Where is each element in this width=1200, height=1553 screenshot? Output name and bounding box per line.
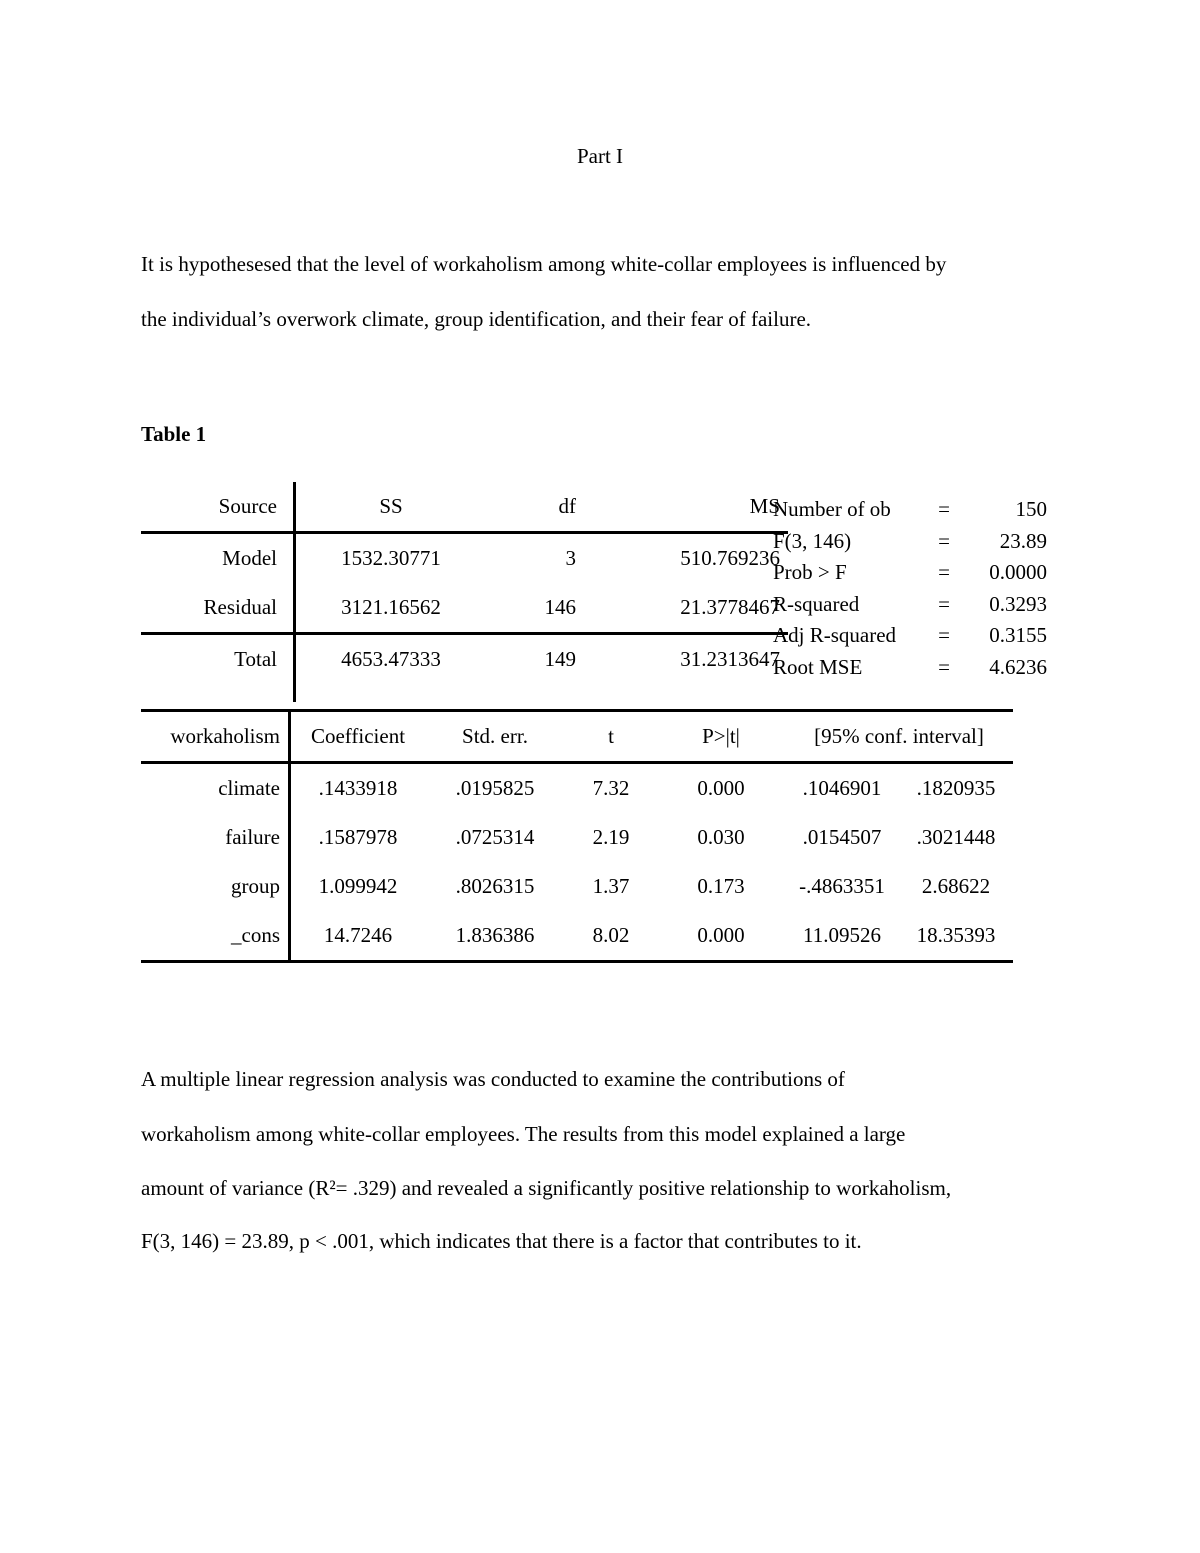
coef-cell: 14.7246 xyxy=(323,923,393,947)
coef-cell: .1587978 xyxy=(318,825,398,849)
intro-line-1: It is hypothesesed that the level of workaholism among white-collar employees is influenced by xyxy=(141,252,947,276)
coef-cell: 18.35393 xyxy=(916,923,996,947)
conclusion-line-2: workaholism among white-collar employees. The results from this model explained a large xyxy=(141,1122,906,1146)
coef-cell: .1046901 xyxy=(802,776,882,800)
stat-label: Root MSE xyxy=(773,654,863,679)
anova-table xyxy=(141,482,788,702)
table-label: Table 1 xyxy=(141,422,207,446)
coef-cell: .0725314 xyxy=(455,825,535,849)
coef-row-group xyxy=(141,862,1013,911)
anova-header-ms: MS xyxy=(592,482,788,533)
anova-cell: 21.3778467 xyxy=(592,583,788,634)
stat-value: 0.3293 xyxy=(989,591,1047,616)
coef-cell: 11.09526 xyxy=(803,923,881,947)
anova-cell: 146 xyxy=(486,583,592,634)
anova-row-residual xyxy=(141,583,788,634)
anova-cell: 3 xyxy=(565,546,576,570)
stat-equals: = xyxy=(938,528,950,553)
coef-cell: .3021448 xyxy=(916,825,996,849)
coef-cell: 2.68622 xyxy=(921,874,991,898)
coef-row-failure xyxy=(141,813,1013,862)
coefficients-table xyxy=(141,709,1013,963)
stat-row xyxy=(773,494,1047,526)
coef-header-std-err: Std. err. xyxy=(425,711,565,763)
coef-cell: -.4863351 xyxy=(799,874,885,898)
anova-cell: Residual xyxy=(141,583,295,634)
anova-row-model xyxy=(141,533,788,584)
stat-value: 0.0000 xyxy=(989,560,1047,585)
coef-row-climate xyxy=(141,763,1013,814)
coef-cell: .0195825 xyxy=(455,776,535,800)
stat-row xyxy=(773,557,1047,589)
coef-cell: _cons xyxy=(141,911,290,962)
coef-header-p: P>|t| xyxy=(657,711,785,763)
coef-header-coefficient: Coefficient xyxy=(290,711,426,763)
anova-cell: Total xyxy=(141,634,295,703)
stat-equals: = xyxy=(938,497,950,521)
anova-cell: 3121.16562 xyxy=(295,583,487,634)
stat-equals: = xyxy=(938,560,950,585)
coef-cell: 1.836386 xyxy=(455,923,535,947)
anova-header-ss: SS xyxy=(295,482,487,533)
anova-header-df: df xyxy=(486,482,592,533)
coef-header-conf-interval: [95% conf. interval] xyxy=(785,711,1013,763)
coef-cell: .8026315 xyxy=(455,874,535,898)
stat-equals: = xyxy=(938,623,950,648)
anova-header-row xyxy=(141,482,788,533)
stat-row xyxy=(773,526,1047,558)
stat-row xyxy=(773,620,1047,652)
page-heading: Part I xyxy=(576,144,624,168)
stat-label: F(3, 146) xyxy=(773,528,852,553)
anova-row-total xyxy=(141,634,788,703)
stat-value: 150 xyxy=(1015,497,1047,521)
anova-cell: 510.769236 xyxy=(680,546,780,570)
stat-label: Prob > F xyxy=(773,560,847,585)
coef-cell: 8.02 xyxy=(592,923,630,947)
coef-header-variable: workaholism xyxy=(141,711,290,763)
stat-equals: = xyxy=(938,591,950,616)
coef-cell: .1433918 xyxy=(318,776,398,800)
stat-value: 0.3155 xyxy=(989,623,1047,648)
coef-header-t: t xyxy=(565,711,657,763)
anova-cell: 4653.47333 xyxy=(341,647,441,671)
stat-value: 4.6236 xyxy=(989,654,1047,679)
anova-cell: Model xyxy=(141,533,295,584)
coef-cell: 1.099942 xyxy=(318,874,398,898)
coef-cell: failure xyxy=(141,813,290,862)
model-stats xyxy=(773,494,1047,684)
coef-cell: 0.030 xyxy=(697,825,745,849)
conclusion-line-4: F(3, 146) = 23.89, p < .001, which indicates that there is a factor that contributes to it. xyxy=(141,1229,862,1253)
stat-equals: = xyxy=(938,654,950,679)
anova-cell: 31.2313647 xyxy=(680,647,780,671)
coef-header-row xyxy=(141,711,1013,763)
intro-line-2: the individual’s overwork climate, group identification, and their fear of failure. xyxy=(141,307,812,331)
anova-header-source: Source xyxy=(141,482,295,533)
conclusion-line-1: A multiple linear regression analysis was conducted to examine the contributions of xyxy=(141,1067,845,1091)
stat-row xyxy=(773,652,1047,684)
stat-value: 23.89 xyxy=(999,528,1047,553)
coef-cell: .1820935 xyxy=(916,776,996,800)
coef-row-cons xyxy=(141,911,1013,962)
coef-cell: climate xyxy=(141,763,290,814)
conclusion-line-3: amount of variance (R²= .329) and revealed a significantly positive relationship to workaholism, xyxy=(141,1176,952,1200)
coef-cell: 0.000 xyxy=(697,776,745,800)
coef-cell: .0154507 xyxy=(802,825,882,849)
anova-cell: 1532.30771 xyxy=(341,546,441,570)
coef-cell: 0.173 xyxy=(697,874,745,898)
anova-cell: 149 xyxy=(544,647,576,671)
coef-cell: group xyxy=(141,862,290,911)
coef-cell: 2.19 xyxy=(592,825,630,849)
coef-cell: 1.37 xyxy=(592,874,630,898)
stat-label: R-squared xyxy=(773,591,860,616)
stat-label: Number of ob xyxy=(773,497,891,521)
coef-cell: 7.32 xyxy=(592,776,630,800)
stat-label: Adj R-squared xyxy=(773,623,897,648)
stat-row xyxy=(773,589,1047,621)
coef-cell: 0.000 xyxy=(697,923,745,947)
